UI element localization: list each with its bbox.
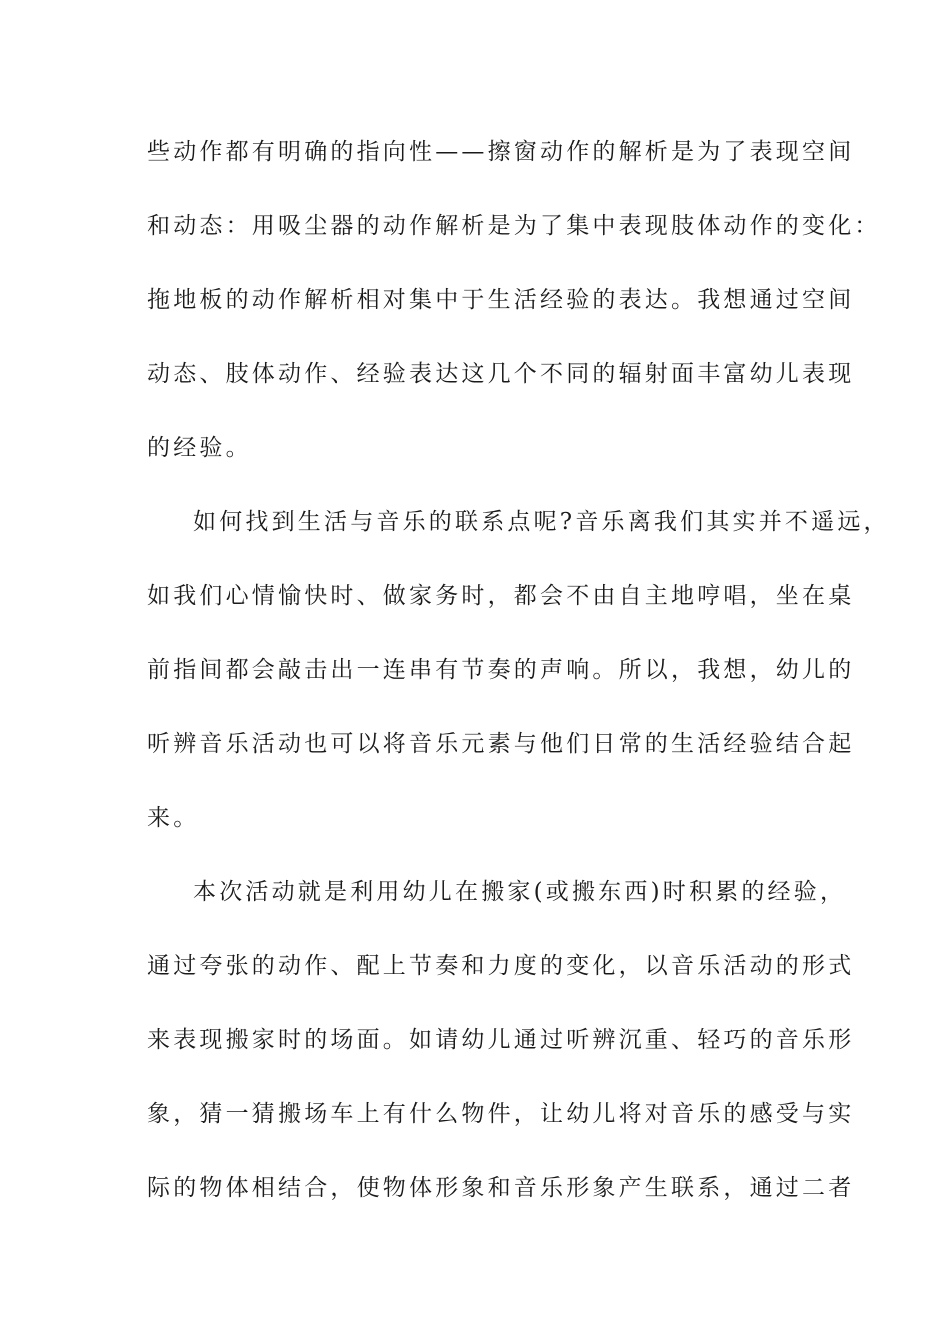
text-line: 前指间都会敲击出一连串有节奏的声响。所以，我想，幼儿的 bbox=[147, 657, 855, 683]
text-line: 如我们心情愉快时、做家务时，都会不由自主地哼唱，坐在桌 bbox=[147, 583, 855, 609]
text-line: 和动态：用吸尘器的动作解析是为了集中表现肢体动作的变化： bbox=[147, 213, 881, 239]
paragraph-first-line: 本次活动就是利用幼儿在搬家(或搬东西)时积累的经验， bbox=[193, 879, 847, 905]
text-line: 听辨音乐活动也可以将音乐元素与他们日常的生活经验结合起 bbox=[147, 731, 855, 757]
text-line: 际的物体相结合，使物体形象和音乐形象产生联系，通过二者 bbox=[147, 1175, 855, 1201]
text-line: 象，猜一猜搬场车上有什么物件，让幼儿将对音乐的感受与实 bbox=[147, 1101, 855, 1127]
text-line: 来。 bbox=[147, 805, 200, 831]
text-line: 来表现搬家时的场面。如请幼儿通过听辨沉重、轻巧的音乐形 bbox=[147, 1027, 855, 1053]
paragraph-first-line: 如何找到生活与音乐的联系点呢?音乐离我们其实并不遥远， bbox=[193, 509, 890, 535]
text-line: 动态、肢体动作、经验表达这几个不同的辐射面丰富幼儿表现 bbox=[147, 361, 855, 387]
text-line: 拖地板的动作解析相对集中于生活经验的表达。我想通过空间 bbox=[147, 287, 855, 313]
text-line: 些动作都有明确的指向性——擦窗动作的解析是为了表现空间 bbox=[147, 139, 855, 165]
text-line: 的经验。 bbox=[147, 435, 252, 461]
text-line: 通过夸张的动作、配上节奏和力度的变化，以音乐活动的形式 bbox=[147, 953, 855, 979]
